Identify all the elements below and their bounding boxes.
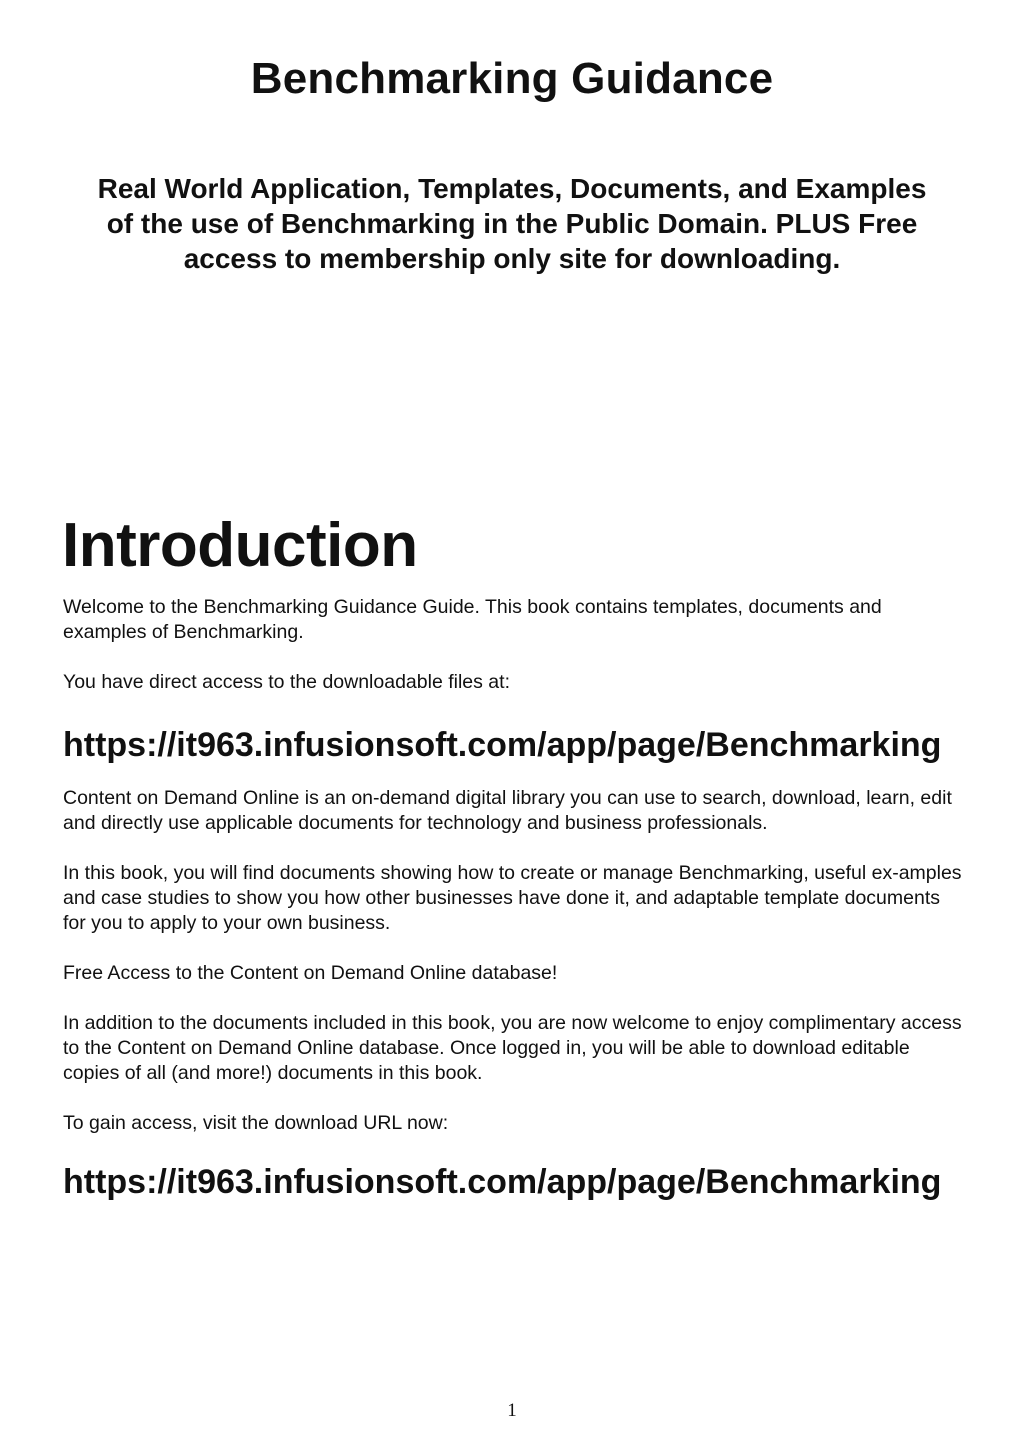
free-access-paragraph: Free Access to the Content on Demand Online database!	[63, 962, 558, 984]
subtitle-line: Real World Application, Templates, Documents, and Examples	[97, 173, 927, 204]
in-addition-paragraph: In addition to the documents included in this book, you are now welcome to enjoy complimentary access to the Content on Demand Online database. Once logged in, you will be able to download editable copies of all (and more!) documents in this book.	[63, 1012, 962, 1084]
in-this-book-paragraph: In this book, you will find documents showing how to create or manage Benchmarking, useful ex-amples and case studies to show you how other businesses have done it, and adaptable template documents for you to apply to your own business.	[63, 862, 962, 934]
intro-block-top	[63, 595, 963, 720]
welcome-paragraph: Welcome to the Benchmarking Guidance Guide. This book contains templates, documents and examples of Benchmarking.	[63, 596, 882, 643]
document-title: Benchmarking Guidance	[250, 54, 774, 103]
document-subtitle	[70, 171, 954, 276]
introduction-heading: Introduction	[62, 511, 418, 580]
gain-access-paragraph: To gain access, visit the download URL now:	[63, 1112, 449, 1134]
content-on-demand-paragraph: Content on Demand Online is an on-demand digital library you can use to search, download, learn, edit and directly use applicable documents for technology and business professionals.	[63, 787, 952, 834]
access-paragraph: You have direct access to the downloadable files at:	[63, 671, 510, 693]
subtitle-line: access to membership only site for downloading.	[183, 243, 841, 274]
download-url-secondary[interactable]: https://it963.infusionsoft.com/app/page/Benchmarking	[63, 1163, 942, 1201]
intro-block-main	[63, 786, 963, 1161]
page-number: 1	[507, 1400, 517, 1421]
download-url-primary[interactable]: https://it963.infusionsoft.com/app/page/Benchmarking	[63, 726, 942, 764]
subtitle-line: of the use of Benchmarking in the Public Domain. PLUS Free	[106, 208, 918, 239]
